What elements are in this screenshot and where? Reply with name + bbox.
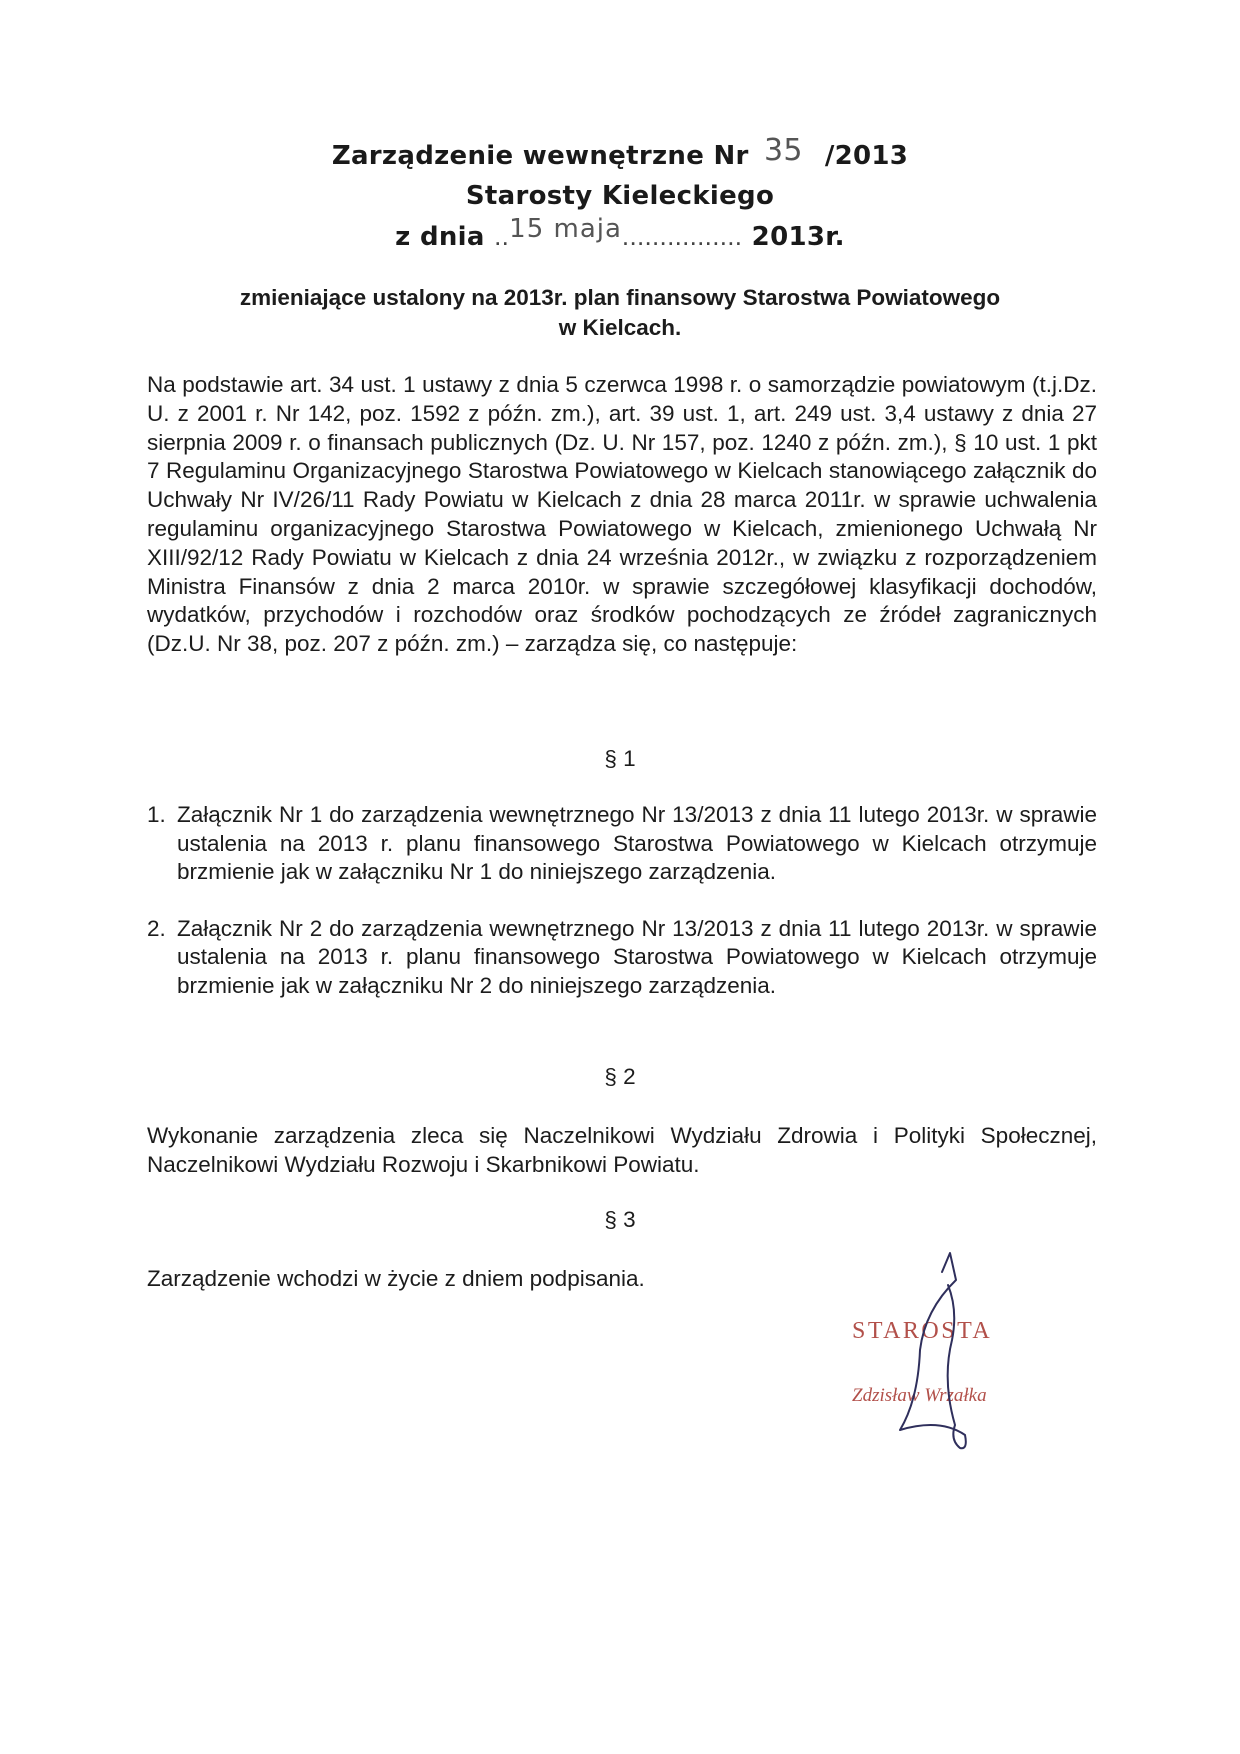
section-3-text: Zarządzenie wchodzi w życie z dniem podpisania. (147, 1266, 645, 1291)
legal-basis-paragraph: Na podstawie art. 34 ust. 1 ustawy z dnia 5 czerwca 1998 r. o samorządzie powiatowym (t.j.Dz. U. z 2001 r. Nr 142, poz. 1592 z późn. zm.), art. 39 ust. 1, art. 249 ust. 3,4 ustawy z dnia 27 sierpnia 2009 r. o finansach publicznych (Dz. U. Nr 157, poz. 1240 z późn. zm.), § 10 ust. 1 pkt 7 Regulaminu Organizacyjnego Starostwa Powiatowego w Kielcach stanowiącego załącznik do Uchwały Nr IV/26/11 Rady Powiatu w Kielcach z dnia 28 marca 2011r. w sprawie uchwalenia regulaminu organizacyjnego Starostwa Powiatowego w Kielcach, zmienionego Uchwałą Nr XIII/92/12 Rady Powiatu w Kielcach z dnia 24 września 2012r., w związku z rozporządzeniem Ministra Finansów z dnia 2 marca 2010r. w sprawie szczegółowej klasyfikacji dochodów, wydatków, przychodów i rozchodów oraz środków pochodzących ze źródeł zagranicznych (Dz.U. Nr 38, poz. 207 z późn. zm.) – zarządza się, co następuje: (147, 372, 1097, 657)
header-order-prefix: Zarządzenie wewnętrzne Nr (331, 141, 749, 171)
header-order-year: /2013 (824, 141, 909, 171)
section-3-heading: § 3 (604, 1207, 636, 1232)
list-item (147, 801, 1097, 887)
handwritten-signature (830, 1250, 1090, 1460)
starosta-stamp (830, 1250, 1090, 1460)
header-date-year: 2013r. (751, 222, 845, 252)
stamp-name: Zdzisław Wrzałka (852, 1385, 987, 1406)
header-date-prefix: z dnia (395, 222, 485, 252)
document-subtitle (0, 283, 1240, 343)
date-dots-after: ................ (621, 221, 743, 251)
handwritten-order-number: 35 (764, 133, 803, 168)
section-1-list (147, 801, 1097, 1000)
list-item-number: 1. (147, 802, 166, 827)
section-1-heading: § 1 (604, 746, 636, 771)
list-item-text: Załącznik Nr 2 do zarządzenia wewnętrznego Nr 13/2013 z dnia 11 lutego 2013r. w sprawie ustalenia na 2013 r. planu finansowego Starostwa Powiatowego w Kielcach otrzymuje brzmienie jak w załączniku Nr 2 do niniejszego zarządzenia. (177, 915, 1097, 998)
subtitle-line-1: zmieniające ustalony na 2013r. plan finansowy Starostwa Powiatowego (239, 285, 1001, 310)
header-line-date (0, 216, 1240, 257)
handwritten-date: 15 maja (509, 214, 622, 244)
stamp-title: STAROSTA (852, 1318, 993, 1344)
section-2-text: Wykonanie zarządzenia zleca się Naczelnikowi Wydziału Zdrowia i Polityki Społecznej, Naczelnikowi Wydziału Rozwoju i Skarbnikowi Powiatu. (147, 1123, 1097, 1177)
document-header (0, 135, 1240, 257)
list-item-number: 2. (147, 915, 166, 941)
header-line-issuer: Starosty Kieleckiego (465, 181, 775, 211)
section-2-heading: § 2 (604, 1064, 636, 1089)
header-line-order-number (0, 135, 1240, 176)
list-item (147, 915, 1097, 1001)
list-item-text: Załącznik Nr 1 do zarządzenia wewnętrznego Nr 13/2013 z dnia 11 lutego 2013r. w sprawie ustalenia na 2013 r. planu finansowego Starostwa Powiatowego w Kielcach otrzymuje brzmienie jak w załączniku Nr 1 do niniejszego zarządzenia. (177, 802, 1097, 884)
date-dots-before: .. (494, 221, 510, 251)
subtitle-line-2: w Kielcach. (558, 315, 682, 340)
